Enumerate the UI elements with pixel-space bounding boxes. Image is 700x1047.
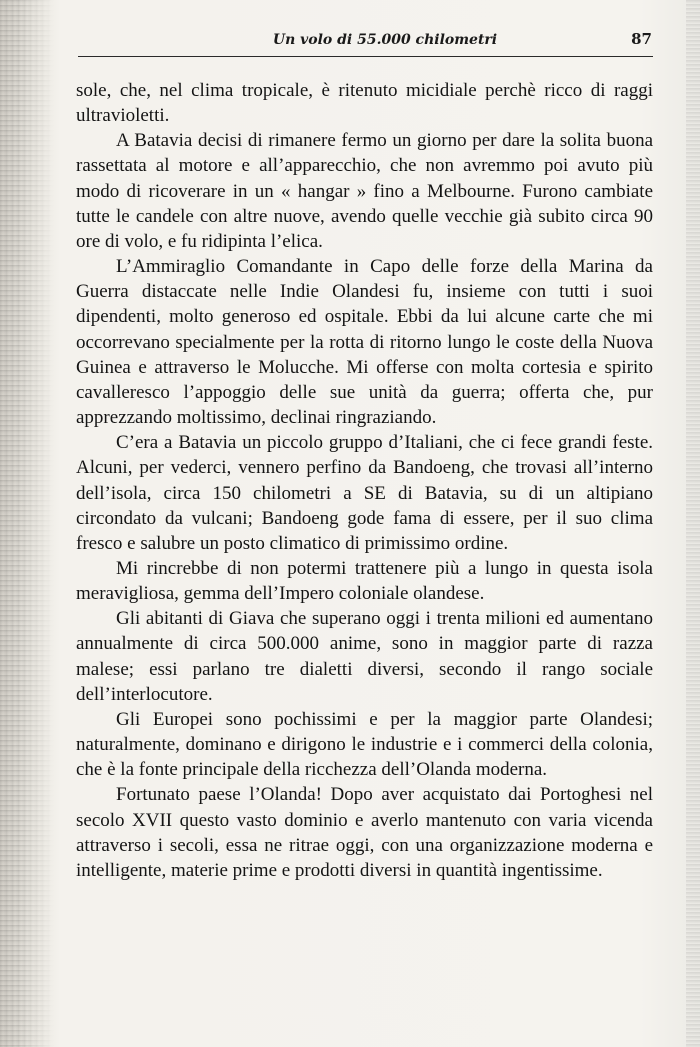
paragraph-5: Mi rincrebbe di non potermi trattenere più a lungo in questa isola meravigliosa, gemma dell’Impero coloniale olandese.: [76, 557, 653, 605]
paragraph-2: A Batavia decisi di rimanere fermo un giorno per dare la solita buona rassettata al motore e all’apparecchio, che non avremmo poi avuto più modo di ricoverare in un « hangar » fino a Melbourne. Furono cambiate tutte le candele con altre nuove, avendo quelle vecchie già subito circa 90 ore di volo, e fu ridipinta l’elica.: [76, 130, 653, 252]
page-number: 87: [631, 30, 652, 48]
page-edge-shadow: [686, 0, 700, 1047]
paragraph-1: sole, che, nel clima tropicale, è ritenuto micidiale perchè ricco di raggi ultravioletti.: [76, 80, 653, 127]
binding-gutter-shadow: [0, 0, 55, 1047]
header-rule: [78, 56, 653, 57]
paragraph-4: C’era a Batavia un piccolo gruppo d’Italiani, che ci fece grandi feste. Alcuni, per vederci, vennero perfino da Bandoeng, che trovasi all’interno dell’isola, circa 150 chilometri a SE di Batavia, su di un altipiano circondato da vulcani; Bandoeng gode fama di essere, per il suo clima fresco e salubre un posto climatico di primissimo ordine.: [76, 432, 653, 554]
paragraph-7: Gli Europei sono pochissimi e per la maggior parte Olandesi; naturalmente, dominano e dirigono le industrie e i commerci della colonia, che è la fonte principale della ricchezza dell’Olanda moderna.: [76, 708, 653, 781]
paragraph-6: Gli abitanti di Giava che superano oggi i trenta milioni ed aumentano annualmente di circa 500.000 anime, sono in maggior parte di razza malese; essi parlano tre dialetti diversi, secondo il rango sociale dell’interlocutore.: [76, 608, 653, 705]
paragraph-3: L’Ammiraglio Comandante in Capo delle forze della Marina da Guerra distaccate nelle Indie Olandesi fu, insieme con tutti i suoi dipendenti, molto generoso ed ospitale. Ebbi da lui alcune carte che mi occorrevano specialmente per la rotta di ritorno lungo le coste della Nuova Guinea e attraverso le Molucche. Mi offerse con molta cortesia e spirito cavalleresco l’appoggio delle sue unità da guerra; offerta che, pur apprezzando moltissimo, declinai ringraziando.: [76, 256, 653, 429]
page-header: [76, 28, 654, 58]
body-text: [76, 78, 653, 883]
paragraph-8: Fortunato paese l’Olanda! Dopo aver acquistato dai Portoghesi nel secolo XVII questo vasto dominio e averlo mantenuto con varia vicenda attraverso i secoli, essa ne ritrae oggi, con una organizzazione moderna e intelligente, materie prime e prodotti diversi in quantità ingentissime.: [76, 784, 653, 881]
running-title: Un volo di 55.000 chilometri: [272, 32, 498, 48]
